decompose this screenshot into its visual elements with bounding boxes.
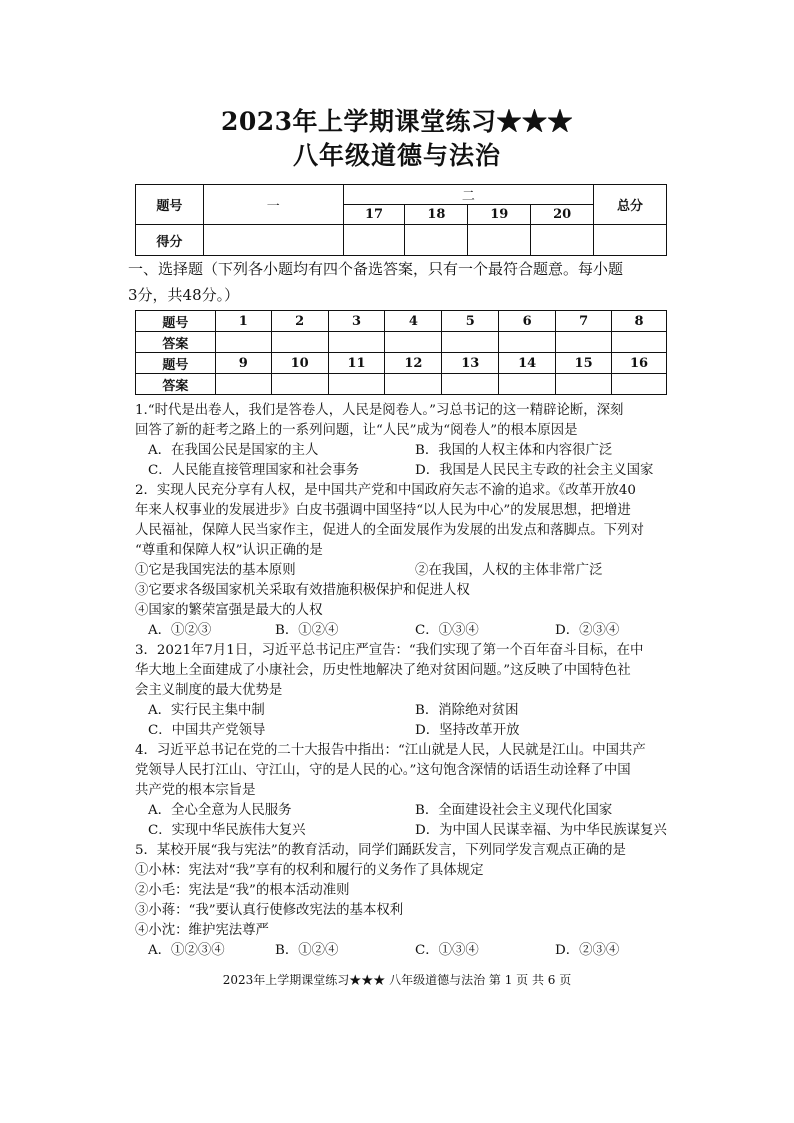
q5-option-d: D．②③④ (555, 943, 620, 958)
q3-stem-line: 3．2021年7月1日，习近平总书记庄严宣告：“我们实现了第一个百年奋斗目标，在中 (135, 643, 644, 658)
q5-statement-3: ③小蒋：“我”要认真行使修改宪法的基本权利 (135, 903, 404, 918)
answer-cell[interactable] (385, 332, 442, 353)
answer-number: 4 (385, 311, 442, 332)
q2-option-b: B．①②④ (275, 623, 339, 638)
answer-cell[interactable] (215, 374, 271, 395)
score-label-number: 题号 (136, 185, 204, 225)
score-col-one: 一 (203, 185, 343, 225)
q3-option-c: C．中国共产党领导 (148, 723, 266, 738)
answer-label-answer: 答案 (136, 332, 216, 353)
q2-statement-1: ①它是我国宪法的基本原则 (135, 563, 296, 578)
score-cell[interactable] (468, 225, 531, 256)
answer-number: 3 (328, 311, 385, 332)
answer-number: 9 (215, 353, 271, 374)
exam-subject: 八年级道德与法治 (292, 141, 501, 170)
score-cell[interactable] (531, 225, 594, 256)
answer-label-number: 题号 (136, 353, 216, 374)
q5-stem-line: 5．某校开展“我与宪法”的教育活动，同学们踊跃发言，下列同学发言观点正确的是 (135, 843, 626, 858)
score-cell[interactable] (405, 225, 468, 256)
answer-cell[interactable] (612, 374, 667, 395)
answer-cell[interactable] (328, 374, 385, 395)
q1-stem-line: 1.“时代是出卷人，我们是答卷人，人民是阅卷人。”习总书记的这一精辟论断，深刻 (135, 403, 624, 418)
score-sub-col: 20 (531, 205, 594, 225)
q2-statement-2: ②在我国，人权的主体非常广泛 (415, 563, 603, 578)
answer-label-number: 题号 (136, 311, 216, 332)
score-sub-col: 19 (468, 205, 531, 225)
answer-cell[interactable] (556, 374, 612, 395)
score-cell[interactable] (343, 225, 405, 256)
q4-option-b: B．全面建设社会主义现代化国家 (415, 803, 613, 818)
page-footer: 2023年上学期课堂练习★★★ 八年级道德与法治 第 1 页 共 6 页 (222, 973, 572, 987)
q4-stem-line: 党领导人民打江山、守江山，守的是人民的心。”这句饱含深情的话语生动诠释了中国 (135, 763, 631, 778)
q1-option-d: D．我国是人民民主专政的社会主义国家 (415, 463, 654, 478)
answer-number: 10 (271, 353, 328, 374)
q4-option-c: C．实现中华民族伟大复兴 (148, 823, 306, 838)
q2-option-c: C．①③④ (415, 623, 479, 638)
q1-option-a: A．在我国公民是国家的主人 (148, 443, 319, 458)
answer-number: 14 (499, 353, 556, 374)
q2-stem-line: 年来人权事业的发展进步》白皮书强调中国坚持“以人民为中心”的发展思想，把增进 (135, 503, 631, 518)
answer-table (135, 310, 667, 395)
q5-statement-1: ①小林：宪法对“我”享有的权利和履行的义务作了具体规定 (135, 863, 484, 878)
answer-cell[interactable] (215, 332, 271, 353)
score-cell[interactable] (203, 225, 343, 256)
score-sub-col: 17 (343, 205, 405, 225)
answer-cell[interactable] (499, 332, 556, 353)
score-table (135, 184, 667, 256)
score-sub-col: 18 (405, 205, 468, 225)
q1-option-c: C．人民能直接管理国家和社会事务 (148, 463, 360, 478)
q1-option-b: B．我国的人权主体和内容很广泛 (415, 443, 613, 458)
q2-stem-line: 人民福祉，保障人民当家作主，促进人的全面发展作为发展的出发点和落脚点。下列对 (135, 523, 644, 538)
answer-number: 13 (442, 353, 499, 374)
q5-statement-4: ④小沈：维护宪法尊严 (135, 923, 269, 938)
q4-option-d: D．为中国人民谋幸福、为中华民族谋复兴 (415, 823, 667, 838)
answer-number: 1 (215, 311, 271, 332)
q4-stem-line: 4．习近平总书记在党的二十大报告中指出：“江山就是人民，人民就是江山。中国共产 (135, 743, 646, 758)
score-label-score: 得分 (136, 225, 204, 256)
q2-statement-4: ④国家的繁荣富强是最大的人权 (135, 603, 323, 618)
q2-stem-line: “尊重和保障人权”认识正确的是 (135, 543, 323, 558)
q2-statement-3: ③它要求各级国家机关采取有效措施积极保护和促进人权 (135, 583, 470, 598)
answer-label-answer: 答案 (136, 374, 216, 395)
q1-stem-line: 回答了新的赶考之路上的一系列问题，让“人民”成为“阅卷人”的根本原因是 (135, 423, 578, 438)
answer-number: 16 (612, 353, 667, 374)
answer-number: 5 (442, 311, 499, 332)
answer-cell[interactable] (612, 332, 667, 353)
q3-option-d: D．坚持改革开放 (415, 723, 520, 738)
answer-number: 11 (328, 353, 385, 374)
answer-cell[interactable] (328, 332, 385, 353)
q2-option-a: A．①②③ (148, 623, 212, 638)
answer-number: 7 (556, 311, 612, 332)
score-col-two: 二 (343, 185, 594, 205)
section1-heading: 一、选择题（下列各小题均有四个备选答案，只有一个最符合题意。每小题 (128, 260, 624, 278)
answer-cell[interactable] (385, 374, 442, 395)
q3-stem-line: 会主义制度的最大优势是 (135, 683, 283, 698)
q4-option-a: A．全心全意为人民服务 (148, 803, 292, 818)
answer-number: 6 (499, 311, 556, 332)
q4-stem-line: 共产党的根本宗旨是 (135, 783, 256, 798)
answer-number: 12 (385, 353, 442, 374)
score-cell[interactable] (594, 225, 667, 256)
q5-statement-2: ②小毛：宪法是“我”的根本活动准则 (135, 883, 350, 898)
answer-cell[interactable] (442, 332, 499, 353)
q5-option-b: B．①②④ (275, 943, 339, 958)
q3-stem-line: 华大地上全面建成了小康社会，历史性地解决了绝对贫困问题。”这反映了中国特色社 (135, 663, 631, 678)
answer-cell[interactable] (442, 374, 499, 395)
answer-cell[interactable] (556, 332, 612, 353)
answer-cell[interactable] (271, 332, 328, 353)
q2-stem-line: 2．实现人民充分享有人权，是中国共产党和中国政府矢志不渝的追求。《改革开放40 (135, 483, 636, 498)
q2-option-d: D．②③④ (555, 623, 620, 638)
q3-option-b: B．消除绝对贫困 (415, 703, 519, 718)
answer-number: 2 (271, 311, 328, 332)
q5-option-c: C．①③④ (415, 943, 479, 958)
answer-cell[interactable] (271, 374, 328, 395)
exam-title: 2023年上学期课堂练习★★★ (220, 107, 574, 136)
answer-number: 15 (556, 353, 612, 374)
answer-number: 8 (612, 311, 667, 332)
score-col-total: 总分 (594, 185, 667, 225)
q5-option-a: A．①②③④ (148, 943, 225, 958)
q3-option-a: A．实行民主集中制 (148, 703, 265, 718)
answer-cell[interactable] (499, 374, 556, 395)
section1-heading-cont: 3分，共48分。） (128, 286, 240, 304)
